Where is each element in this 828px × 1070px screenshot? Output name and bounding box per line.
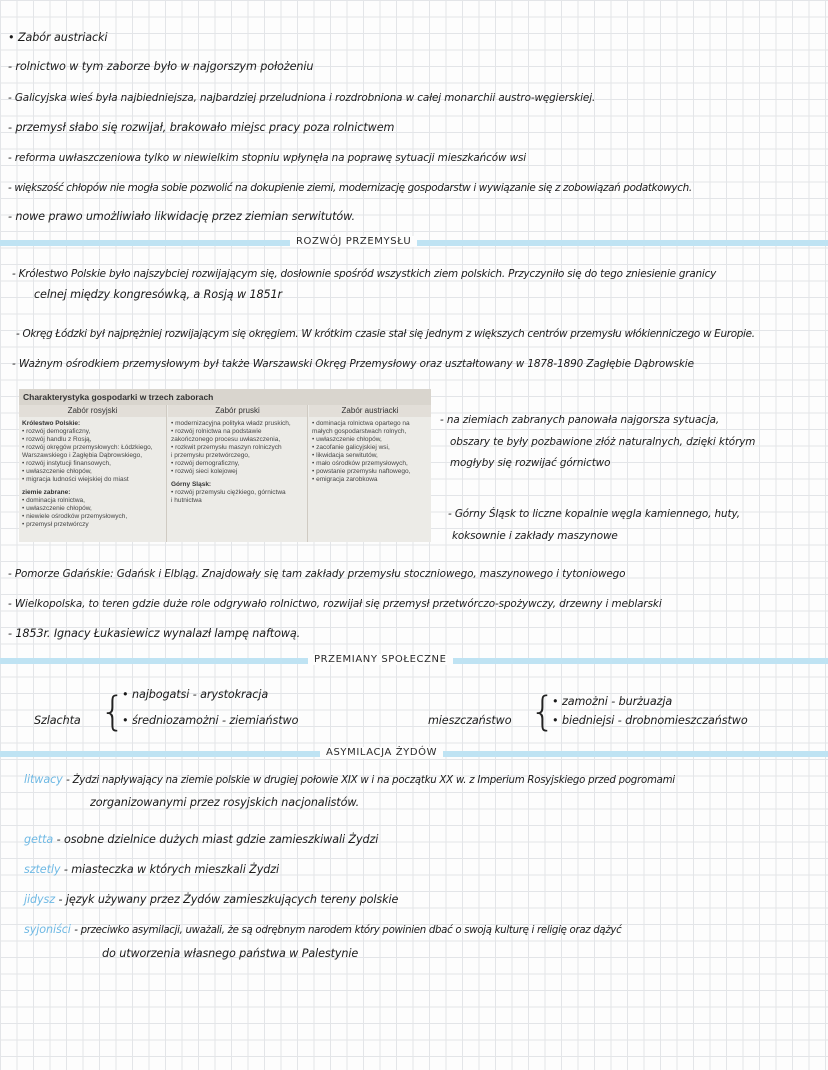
table-item: • migracja ludności wiejskiej do miast [22, 476, 129, 483]
social-item: • biedniejsi - drobnomieszczaństwo [552, 714, 748, 727]
table-item: • modernizacyjna polityka władz pruskich, [171, 420, 291, 427]
term-text: - miasteczka w których mieszkali Żydzi [63, 863, 280, 876]
term-label: getta [24, 833, 54, 846]
term-text: - osobne dzielnice dużych miast gdzie zamieszkiwali Żydzi [56, 833, 379, 846]
table-item: • dominacja rolnictwa opartego na [312, 420, 410, 427]
term-label: jidysz [24, 893, 56, 906]
note-line: - rolnictwo w tym zaborze było w najgorszym położeniu [8, 60, 314, 73]
table-item: • rozwój handlu z Rosją, [22, 436, 92, 443]
social-label-mieszczanstwo: mieszczaństwo [428, 714, 512, 727]
table-item: • powstanie przemysłu naftowego, [312, 468, 411, 475]
note-line: - reforma uwłaszczeniowa tylko w niewielkim stopniu wpłynęła na poprawę sytuacji mieszkańców wsi [8, 152, 527, 164]
table-item: zakończonego procesu uwłaszczenia, [171, 436, 281, 443]
table-item: • uwłaszczenie chłopów, [22, 505, 92, 512]
table-item: i przemysłu przetwórczego, [171, 452, 250, 459]
side-note: - na ziemiach zabranych panowała najgorsza sytuacja, [440, 414, 720, 426]
side-note: koksownie i zakłady maszynowe [452, 530, 618, 542]
table-item: • rozwój demograficzny, [22, 428, 91, 435]
table-item: • likwidacja serwitutów, [312, 452, 378, 459]
table-item: • rozwój okręgów przemysłowych: Łódzkiego, [22, 444, 153, 451]
section-title-austrian: • Zabór austriacki [8, 31, 108, 44]
note-line: - Pomorze Gdańskie: Gdańsk i Elbląg. Znajdowały się tam zakłady przemysłu stoczniowego, maszynowego i tytoniowego [8, 568, 626, 580]
brace-left: { [100, 689, 126, 735]
note-line: - nowe prawo umożliwiało likwidację przez ziemian serwitutów. [8, 210, 355, 223]
table-item: • rozwój sieci kolejowej [171, 468, 238, 475]
term-label: sztetly [24, 863, 61, 876]
term-label: syjoniści [24, 923, 71, 936]
term-entry [24, 922, 621, 939]
term-continuation: zorganizowanymi przez rosyjskich nacjonalistów. [90, 796, 360, 809]
term-entry [24, 772, 675, 789]
table-title: Charakterystyka gospodarki w trzech zaborach [19, 389, 431, 405]
table-item: • niewiele ośrodków przemysłowych, [22, 513, 128, 520]
table-item: i hutnictwa [171, 497, 202, 504]
term-text: - Żydzi napływający na ziemie polskie w drugiej połowie XIX w i na początku XX w. z Imperium Rosyjskiego przed pogromami [66, 775, 675, 786]
table-column-austrian [309, 405, 431, 542]
table-item: • mało ośrodków przemysłowych, [312, 460, 408, 467]
brace-right: { [530, 689, 556, 735]
table-item: • uwłaszczenie chłopów, [312, 436, 382, 443]
table-column-header: Zabór pruski [168, 405, 307, 417]
term-entry [24, 892, 398, 908]
table-item: • rozwój przemysłu ciężkiego, górnictwa [171, 489, 286, 496]
note-line: - Królestwo Polskie było najszybciej rozwijającym się, dosłownie spośród wszystkich ziem polskich. Przyczyniło się do tego zniesienie granicy [12, 268, 717, 280]
side-note: mogłyby się rozwijać górnictwo [450, 457, 611, 469]
note-line: - Galicyjska wieś była najbiedniejsza, najbardziej przeludniona i rozdrobniona w całej monarchii austro-węgierskiej. [8, 92, 596, 104]
social-item: • średniozamożni - ziemiaństwo [122, 714, 299, 727]
section-heading-social: PRZEMIANY SPOŁECZNE [308, 654, 453, 665]
term-entry [24, 832, 378, 848]
note-line: - Okręg Łódzki był najprężniej rozwijającym się okręgiem. W krótkim czasie stał się jednym z większych centrów przemysłu włókienniczego w Europie. [16, 328, 755, 340]
table-item: • rozwój instytucji finansowych, [22, 460, 111, 467]
term-text: - przeciwko asymilacji, uważali, że są odrębnym narodem który powinien dbać o swoją kulturę i religię oraz dążyć [74, 925, 622, 936]
side-note: - Górny Śląsk to liczne kopalnie węgla kamiennego, huty, [448, 508, 740, 520]
side-note: obszary te były pozbawione złóż naturalnych, dzięki którym [450, 436, 756, 448]
table-subheader: ziemie zabrane: [22, 489, 71, 496]
economy-table-image [19, 389, 431, 542]
note-line: - przemysł słabo się rozwijał, brakowało miejsc pracy poza rolnictwem [8, 121, 395, 134]
term-entry [24, 862, 279, 878]
table-item: • uwłaszczenie chłopów, [22, 468, 92, 475]
social-item: • zamożni - burżuazja [552, 695, 673, 708]
table-item: • zacofanie galicyjskiej wsi, [312, 444, 390, 451]
table-column-header: Zabór rosyjski [19, 405, 166, 417]
note-line: - Wielkopolska, to teren gdzie duże role odgrywało rolnictwo, rozwijał się przemysł przetwórczo-spożywczy, drzewny i meblarski [8, 598, 662, 610]
table-column-russian [19, 405, 167, 542]
table-column-prussian [168, 405, 308, 542]
social-label-szlachta: Szlachta [34, 714, 81, 727]
table-subheader: Królestwo Polskie: [22, 420, 81, 427]
note-line: celnej między kongresówką, a Rosją w 1851r [34, 288, 283, 301]
table-item: • rozwój demograficzny, [171, 460, 240, 467]
table-item: • emigracja zarobkowa [312, 476, 378, 483]
note-line: - Ważnym ośrodkiem przemysłowym był także Warszawski Okręg Przemysłowy oraz uształtowany w 1878-1890 Zagłębie Dąbrowskie [12, 358, 694, 370]
table-subheader: Górny Śląsk: [171, 481, 212, 488]
table-item: Warszawskiego i Zagłębia Dąbrowskiego, [22, 452, 143, 459]
note-line: - większość chłopów nie mogła sobie pozwolić na dokupienie ziemi, modernizację gospodarstw i wywiązanie się z zobowiązań podatkowych. [8, 182, 692, 194]
term-label: litwacy [24, 773, 63, 786]
section-heading-industry: ROZWÓJ PRZEMYSŁU [290, 236, 417, 247]
table-item: małych gospodarstwach rolnych, [312, 428, 407, 435]
table-item: • rozwój rolnictwa na podstawie [171, 428, 262, 435]
table-item: • rozkwit przemysłu maszyn rolniczych [171, 444, 282, 451]
term-continuation: do utworzenia własnego państwa w Palestynie [102, 947, 359, 960]
note-line: - 1853r. Ignacy Łukasiewicz wynalazł lampę naftową. [8, 627, 301, 640]
section-heading-jews: ASYMILACJA ŻYDÓW [320, 747, 443, 758]
table-column-header: Zabór austriacki [309, 405, 431, 417]
table-item: • dominacja rolnictwa, [22, 497, 85, 504]
term-text: - język używany przez Żydów zamieszkujących tereny polskie [58, 893, 399, 906]
table-item: • przemysł przetwórczy [22, 521, 89, 528]
social-item: • najbogatsi - arystokracja [122, 688, 269, 701]
